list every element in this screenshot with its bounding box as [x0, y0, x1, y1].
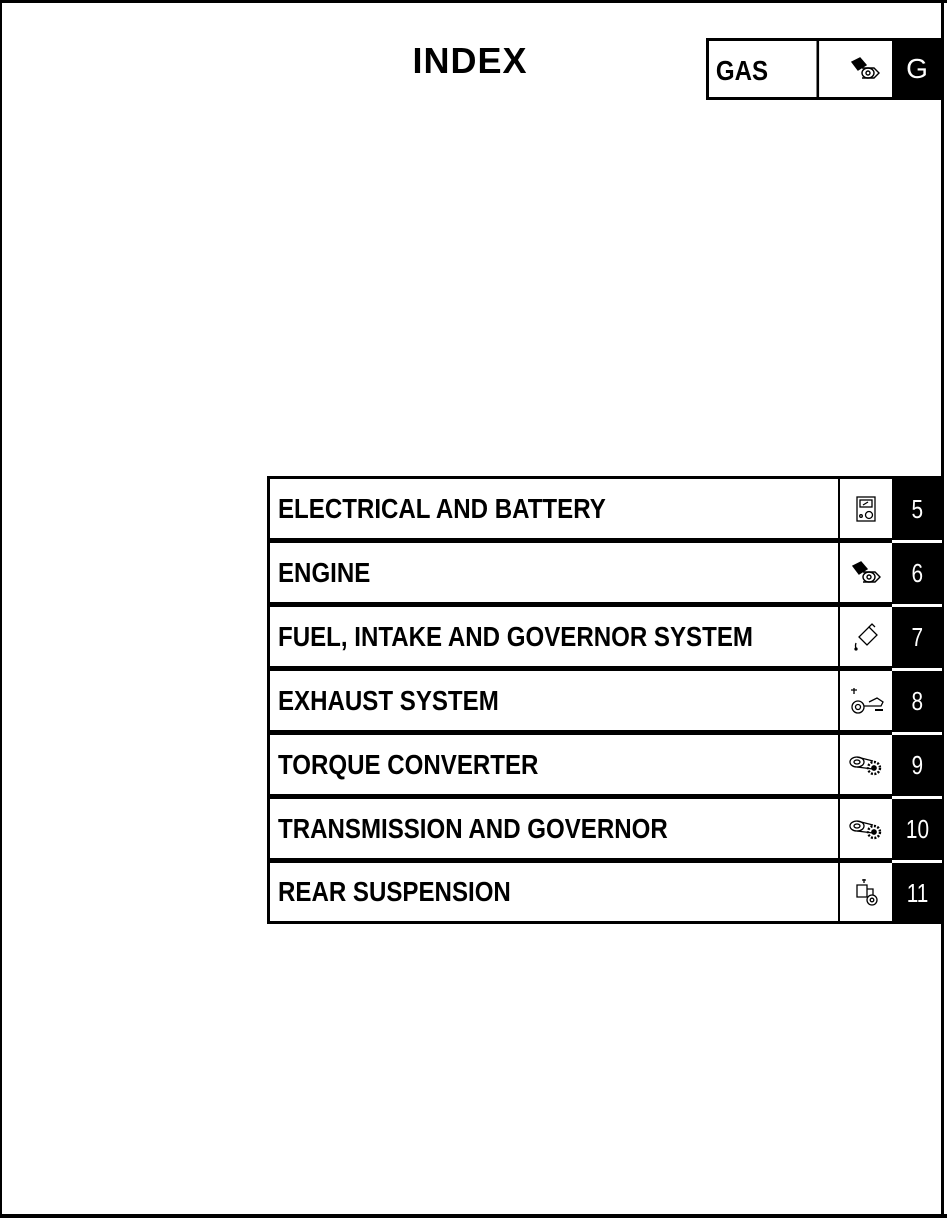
row-number: 11 [906, 878, 928, 908]
row-tab-number [892, 796, 942, 860]
row-number: 7 [911, 622, 923, 652]
exhaust-icon [847, 686, 885, 716]
bottom-border [0, 1214, 947, 1218]
index-row-exhaust[interactable] [267, 668, 942, 732]
row-icon-cell [840, 860, 892, 924]
row-number: 10 [905, 814, 929, 844]
row-label-cell [267, 668, 840, 732]
row-label: EXHAUST SYSTEM [278, 684, 499, 716]
row-label: TORQUE CONVERTER [278, 748, 539, 780]
row-icon-cell [840, 796, 892, 860]
row-label: REAR SUSPENSION [278, 876, 511, 907]
gear-drive-icon [847, 751, 885, 779]
index-row-engine[interactable] [267, 540, 942, 604]
top-border [0, 0, 947, 3]
index-row-transmission[interactable] [267, 796, 942, 860]
row-icon-cell [840, 476, 892, 540]
index-table [267, 476, 942, 924]
page-title: INDEX [412, 40, 528, 81]
row-tab-number [892, 668, 942, 732]
suspension-icon [851, 877, 881, 907]
index-row-rear-suspension[interactable] [267, 860, 942, 924]
row-label-cell [267, 476, 840, 540]
row-tab-number [892, 860, 942, 924]
row-label-cell [267, 860, 840, 924]
row-number: 9 [911, 750, 923, 780]
row-label-cell [267, 540, 840, 604]
index-row-electrical[interactable] [267, 476, 942, 540]
index-row-fuel[interactable] [267, 604, 942, 668]
row-tab-number [892, 732, 942, 796]
section-tab-letter: G [895, 41, 939, 97]
section-tab [706, 38, 942, 100]
row-tab-number [892, 604, 942, 668]
row-label-cell [267, 604, 840, 668]
index-row-torque-converter[interactable] [267, 732, 942, 796]
row-number: 5 [911, 494, 923, 524]
row-icon-cell [840, 668, 892, 732]
fuel-can-icon [851, 623, 881, 651]
left-border [0, 0, 2, 1218]
gear-drive-icon [847, 815, 885, 843]
row-number: 6 [911, 558, 923, 588]
section-tab-label: GAS [709, 41, 819, 97]
engine-icon [837, 41, 895, 97]
row-icon-cell [840, 604, 892, 668]
row-label: ENGINE [278, 556, 371, 588]
row-tab-number [892, 540, 942, 604]
engine-icon [849, 560, 883, 586]
row-tab-number [892, 476, 942, 540]
row-number: 8 [911, 686, 923, 716]
row-label-cell [267, 732, 840, 796]
row-label-cell [267, 796, 840, 860]
row-label: TRANSMISSION AND GOVERNOR [278, 812, 668, 844]
row-label: ELECTRICAL AND BATTERY [278, 492, 606, 524]
meter-icon [855, 495, 877, 523]
row-label: FUEL, INTAKE AND GOVERNOR SYSTEM [278, 620, 753, 652]
row-icon-cell [840, 732, 892, 796]
row-icon-cell [840, 540, 892, 604]
